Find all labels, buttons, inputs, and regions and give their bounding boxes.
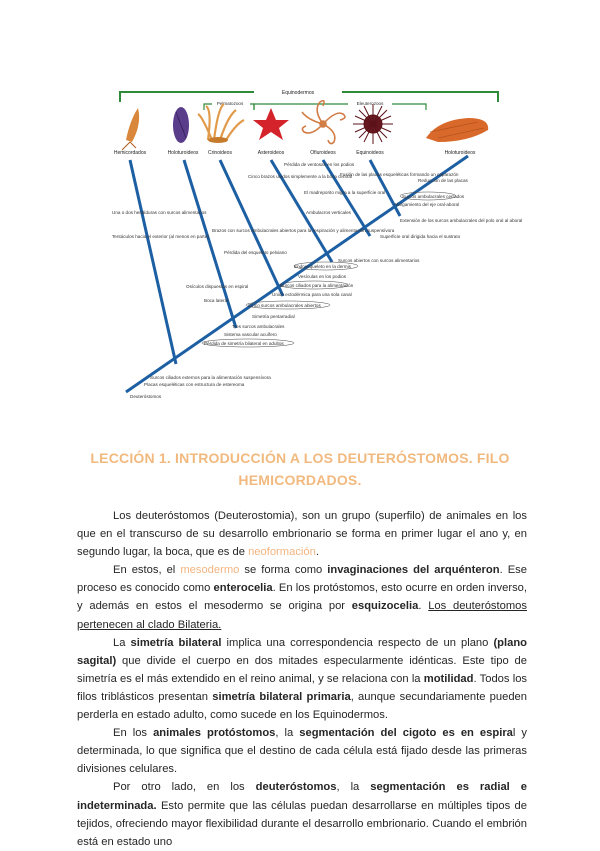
bracket-label-pelmatozoos: Pelmatozoos: [216, 101, 244, 106]
lesson-title: LECCIÓN 1. INTRODUCCIÓN A LOS DEUTERÓSTOMOS. FILO HEMICORDADOS.: [90, 450, 510, 488]
paragraph-3: La simetría bilateral implica una correspondencia respecto de un plano (plano sagital) que divide el cuerpo en dos mitades especularmente idénticas. Este tipo de simetría es el más extendido en el reino animal, y se relaciona con la motilidad. Todos los filos triblásticos presentan simetría bilateral primaria, aunque secundariamente pueden perderla en estado adulto, como sucede en los Equinodermos.: [77, 636, 528, 722]
term-motilidad: motilidad: [423, 672, 474, 685]
taxon-label-1: Hemicordados: [113, 150, 147, 156]
paragraph-2: En estos, el mesodermo se forma como invaginaciones del arquénteron. Ese proceso es conocido como enterocelia. En los protóstomos, esto ocurre en orden inverso, y además en estos el mesodermo se origina por esquizocelia. Los deuteróstomos pertenecen al clado Bilateria.: [77, 564, 527, 631]
term-plano-sagital: (plano sagital): [77, 636, 528, 667]
char-label: Tentáculos hacia el exterior (al menos en parte): [112, 234, 209, 239]
holoturoideo-illustration-2: [426, 118, 488, 142]
char-label: Simetría pentarradial: [252, 314, 295, 319]
taxon-label-2: Holoturoideos: [167, 150, 199, 156]
taxon-label-6: Equinoideos: [356, 150, 384, 156]
char-label: Pérdida de simetría bilateral en adultos: [204, 341, 284, 346]
tree-branches: [126, 156, 468, 392]
char-label: Sistema vascular acuífero: [224, 332, 277, 337]
char-label: Tres surcos ambulacrales: [232, 324, 285, 329]
term-simetria-primaria: simetría bilateral primaria: [212, 690, 351, 703]
char-label: El madreporito migra a la superficie oral: [304, 190, 386, 195]
underlined-sentence: Los deuteróstomos pertenecen al clado Bilateria.: [77, 600, 527, 631]
char-label: Surcos ciliados para la alimentación: [280, 283, 354, 288]
char-label: Ambulacros verticales: [306, 210, 351, 215]
term-esquizocelia: esquizocelia: [351, 600, 419, 613]
equinoideo-illustration: [353, 104, 393, 144]
char-label: Alargamiento del eje oral-aboral: [394, 202, 460, 207]
char-label: Surcos ciliados externos para la alimentación suspensívora: [150, 375, 271, 380]
char-label: Osículos dispuestos en espiral: [186, 284, 249, 289]
phylogeny-figure: [108, 80, 523, 400]
char-label: Boca lateral: [204, 298, 229, 303]
char-label: Superficie oral dirigida hacia el sustrato: [380, 234, 461, 239]
hemicordado-illustration: [122, 108, 139, 150]
lesson-body: [77, 507, 527, 851]
char-label: Surcos ambulacrales cerrados: [402, 194, 465, 199]
asteroideo-illustration: [253, 108, 289, 140]
term-segmentacion-espiral: segmentación del cigoto es en espira: [299, 727, 513, 740]
taxon-label-7: Holoturoideos: [444, 150, 476, 156]
char-label: Unión ectodérmica para una sola canal: [272, 292, 352, 297]
char-label: Reducción de las placas: [418, 178, 468, 183]
char-label: Surcos abiertos con surcos alimentarios: [338, 258, 420, 263]
cladogram: [108, 80, 523, 400]
term-mesodermo: mesodermo: [180, 564, 240, 577]
crinoideo-illustration: [198, 104, 244, 143]
char-label: Pérdida del esqueleto pelviano: [224, 250, 287, 255]
char-label: Fusión de las placas esqueléticas formando un caparazón: [340, 172, 459, 177]
taxon-label-5: Ofiuroideos: [310, 150, 336, 156]
term-enterocelia: enterocelia: [213, 582, 273, 595]
char-label: Endoesqueleto en la dermis: [294, 264, 351, 269]
paragraph-1: Los deuteróstomos (Deuterostomia), son un grupo (superfilo) de animales en los que en el transcurso de su desarrollo embrionario se forma en primer lugar el ano y, en segundo lugar, la boca, que es de neoformación.: [77, 510, 527, 559]
char-label: Una o dos hendiduras con surcos alimentarios: [112, 210, 207, 215]
char-label: Placas esqueléticas con estructura de estereoma: [144, 382, 245, 387]
term-neoformacion: neoformación: [248, 546, 316, 559]
char-label: Cinco surcos ambulacrales abiertos: [248, 303, 321, 308]
taxon-label-4: Asteroideos: [257, 150, 285, 156]
paragraph-5: Por otro lado, en los deuteróstomos, la segmentación es radial e indeterminada. Esto permite que las células puedan desarrollarse en múltiples tipos de tejidos, ofreciendo mayor flexibilidad durante el desarrollo embrionario. Cuando el embrión está en estado uno: [77, 781, 527, 848]
paragraph-4: En los animales protóstomos, la segmentación del cigoto es en espiral y determinada, lo que significa que el destino de cada célula está fijado desde las primeras divisiones celulares.: [77, 727, 528, 776]
ofiuroideo-illustration: [302, 101, 345, 144]
taxon-label-3: Crinoideos: [208, 150, 232, 156]
term-simetria-bilateral: simetría bilateral: [130, 636, 222, 649]
bracket-label-eleuterozoos: Eleuterozoos: [356, 101, 384, 106]
term-segmentacion-radial: segmentación es radial e indeterminada.: [77, 781, 527, 812]
char-label: Deuteróstomos: [130, 394, 162, 399]
char-label: Pérdida de ventosas en los podios: [284, 162, 355, 167]
term-protostomos: animales protóstomos: [153, 727, 276, 740]
term-deuterostomos: deuteróstomos: [255, 781, 337, 794]
term-invaginaciones: invaginaciones del arquénteron: [327, 564, 500, 577]
char-label: Extensión de los surcos ambulacrales del polo oral al aboral: [400, 218, 523, 223]
bracket-label-equinodermos: Equinodermos: [281, 90, 315, 96]
char-label: Vesículas en los podios: [298, 274, 347, 279]
char-label: Brazos con surcos ambulacrales abiertos para la respiración y alimentación suspensívora: [212, 228, 395, 233]
holoturoideo-illustration-1: [173, 107, 189, 143]
char-label: Cinco brazos unidos simplemente a la boca central: [248, 174, 352, 179]
